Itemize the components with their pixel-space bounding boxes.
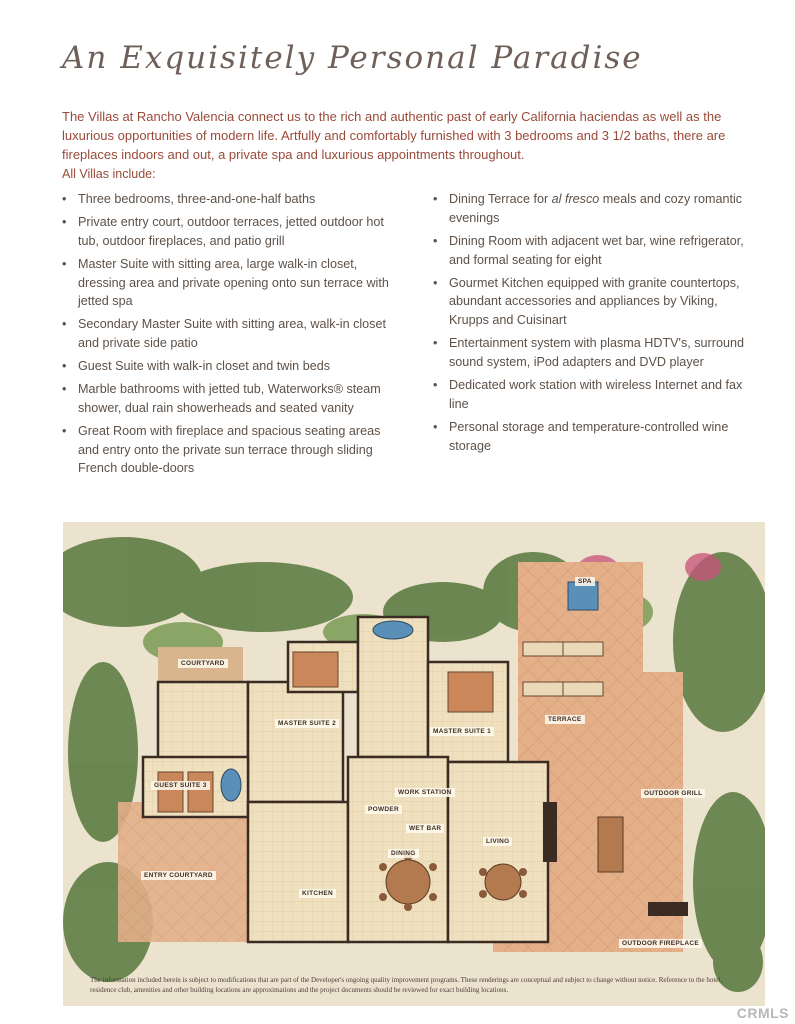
bullet-icon: •	[62, 192, 67, 206]
label-work-station: WORK STATION	[395, 788, 455, 797]
watermark: CRMLS	[736, 1005, 789, 1021]
bullet-icon: •	[62, 359, 67, 374]
bullet-icon: •	[433, 275, 438, 290]
bullet-icon: •	[62, 382, 67, 397]
list-item: • Guest Suite with walk-in closet and twin beds	[62, 357, 402, 376]
list-item: • Dedicated work station with wireless Internet and fax line	[433, 377, 743, 411]
label-guest-suite-3: GUEST SUITE 3	[151, 781, 210, 790]
all-villas-label: All Villas include:	[62, 167, 156, 181]
label-dining: DINING	[388, 849, 419, 858]
bullet-icon: •	[62, 423, 67, 438]
label-master-suite-2: MASTER SUITE 2	[275, 719, 339, 728]
list-item: • Personal storage and temperature-controlled wine storage	[433, 419, 729, 453]
list-item: • Three bedrooms, three-and-one-half baths	[62, 190, 402, 209]
bullet-icon: •	[62, 214, 67, 229]
list-item: • Gourmet Kitchen equipped with granite countertops, abundant accessories and appliances by Viking, Krupps and Cuisinart	[433, 275, 740, 328]
label-powder: POWDER	[365, 805, 402, 814]
bullet-icon: •	[433, 419, 438, 434]
disclaimer-text: The information included herein is subject to modifications that are part of the Developer's ongoing quality improvement programs. These renderings are conceptual and subject to change without notice. Reference to the hotel, residence club, amenities and other building locations are approximations and the project documents should be reviewed for exact building locations.	[90, 976, 723, 994]
list-item: • Secondary Master Suite with sitting area, walk-in closet and private side patio	[62, 317, 386, 351]
list-item: • Dining Terrace for al fresco meals and cozy romantic evenings	[433, 192, 743, 225]
label-terrace: TERRACE	[545, 715, 585, 724]
label-entry-courtyard: ENTRY COURTYARD	[141, 871, 216, 880]
list-item: • Great Room with fireplace and spacious seating areas and entry onto the private sun terrace through sliding French double-doors	[62, 423, 381, 476]
label-master-suite-1: MASTER SUITE 1	[430, 727, 494, 736]
label-spa: SPA	[575, 577, 595, 586]
floor-plan-illustration	[63, 522, 765, 1006]
list-item: • Marble bathrooms with jetted tub, Waterworks® steam shower, dual rain showerheads and seated vanity	[62, 382, 381, 415]
amenities-list-left	[62, 190, 402, 482]
list-item: • Dining Room with adjacent wet bar, wine refrigerator, and formal seating for eight	[433, 233, 744, 267]
list-item: • Private entry court, outdoor terraces, jetted outdoor hot tub, outdoor fireplaces, and patio grill	[62, 214, 384, 248]
bullet-icon: •	[433, 377, 438, 392]
label-courtyard: COURTYARD	[178, 659, 228, 668]
villa-floor-plan	[63, 522, 765, 1006]
list-item: • Entertainment system with plasma HDTV's, surround sound system, iPod adapters and DVD player	[433, 336, 744, 369]
label-living: LIVING	[483, 837, 512, 846]
label-outdoor-grill: OUTDOOR GRILL	[641, 789, 705, 798]
intro-paragraph: The Villas at Rancho Valencia connect us to the rich and authentic past of early California haciendas as well as the luxurious opportunities of modern life. Artfully and comfortably furnished with 3 bedrooms and 3 1/2 baths, there are fireplaces indoors and out, a private spa and luxurious appointments throughout.	[62, 109, 726, 162]
amenities-list-right	[433, 190, 753, 459]
label-outdoor-fireplace: OUTDOOR FIREPLACE	[619, 939, 702, 948]
page-title: An Exquisitely Personal Paradise	[62, 40, 643, 76]
bullet-icon: •	[62, 256, 67, 271]
bullet-icon: •	[433, 192, 438, 206]
bullet-icon: •	[62, 317, 67, 332]
list-item: • Master Suite with sitting area, large walk-in closet, dressing area and private opening onto sun terrace with jetted spa	[62, 256, 389, 309]
label-kitchen: KITCHEN	[299, 889, 336, 898]
label-wet-bar: WET BAR	[406, 824, 444, 833]
bullet-icon: •	[433, 233, 438, 248]
bullet-icon: •	[433, 336, 438, 351]
